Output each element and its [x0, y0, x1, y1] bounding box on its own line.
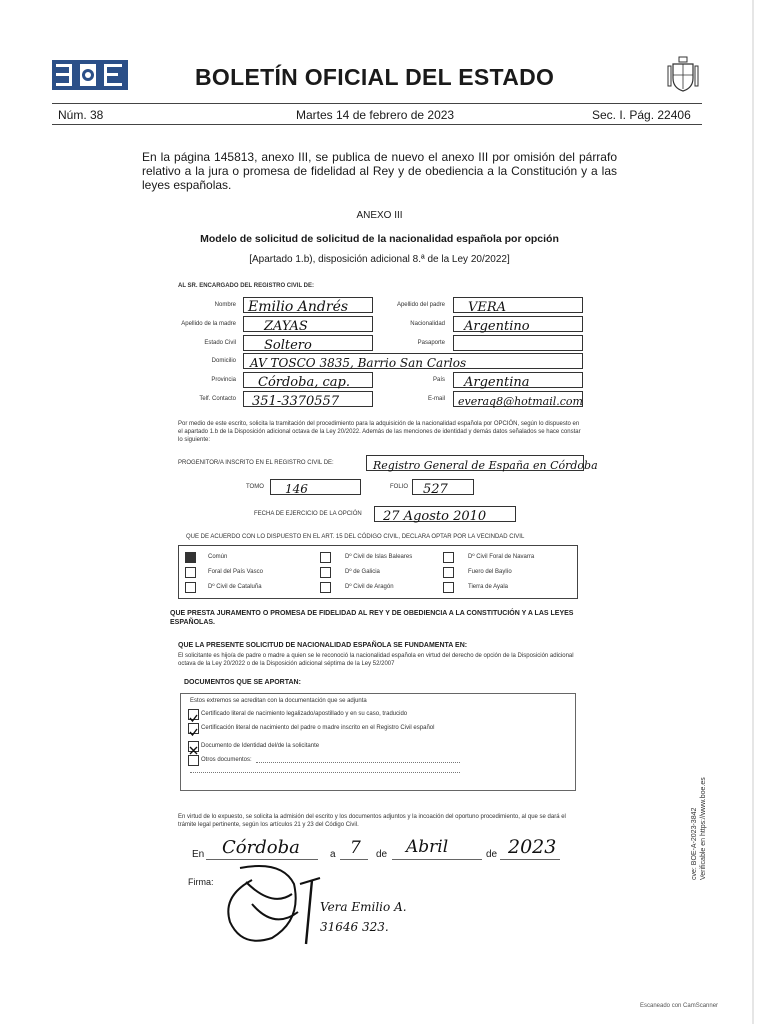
pasaporte-label: Pasaporte [417, 340, 445, 346]
coat-of-arms-icon [666, 56, 700, 94]
progenitor-label: PROGENITOR/A INSCRITO EN EL REGISTRO CIVIL DE: [178, 460, 334, 466]
vecindad-option: Fuero del Baylío [468, 569, 512, 575]
vecindad-title: QUE DE ACUERDO CON LO DISPUESTO EN EL ART. 15 DEL CÓDIGO CIVIL, DECLARA OPTAR POR LA VECINDAD CIVIL [186, 534, 525, 540]
doc-item: Certificado literal de nacimiento legalizado/apostillado y en su caso, traducido [201, 711, 408, 717]
intro-paragraph: En la página 145813, anexo III, se publica de nuevo el anexo III por omisión del párrafo relativo a la jura o promesa de fidelidad al Rey y de obediencia a la Constitución y a las leyes españolas. [142, 150, 617, 192]
date-de-label: de [376, 849, 388, 860]
apellido-padre-label: Apellido del padre [396, 302, 445, 308]
doc-checkbox-4[interactable] [188, 755, 199, 766]
nacionalidad-label: Nacionalidad [410, 321, 445, 327]
date-day: 7 [350, 838, 361, 858]
vecindad-option: Foral del País Vasco [208, 569, 263, 575]
pais-label: País [432, 377, 445, 383]
vecindad-aragon-checkbox[interactable] [320, 582, 331, 593]
issue-number: Núm. 38 [58, 108, 104, 122]
domicilio-label: Domicilio [211, 358, 236, 364]
docs-other-line-2 [190, 772, 460, 773]
addressee-label: AL SR. ENCARGADO DEL REGISTRO CIVIL DE: [178, 283, 315, 289]
folio-field[interactable]: 527 [412, 479, 474, 495]
estado-civil-label: Estado Civil [204, 340, 236, 346]
verification-url: Verificable en https://www.boe.es [700, 777, 707, 880]
vecindad-cataluna-checkbox[interactable] [185, 582, 196, 593]
vecindad-option: Dº Civil de Islas Baleares [345, 554, 413, 560]
nacionalidad-field[interactable]: Argentino [453, 316, 583, 332]
vecindad-baleares-checkbox[interactable] [320, 552, 331, 563]
vecindad-option: Común [208, 554, 228, 560]
fecha-opcion-field[interactable]: 27 Agosto 2010 [374, 506, 516, 522]
vecindad-comun-checkbox[interactable] [185, 552, 196, 563]
day-underline [340, 859, 368, 860]
signature-text: Vera Emilio A. 31646 323. [320, 900, 407, 934]
vecindad-baylio-checkbox[interactable] [443, 567, 454, 578]
signature-mark [222, 860, 332, 950]
pasaporte-field[interactable] [453, 335, 583, 351]
scan-edge [752, 0, 754, 1024]
date-a-label: a [330, 849, 336, 860]
docs-intro: Estos extremos se acreditan con la documentación que se adjunta [190, 698, 367, 704]
scanner-footer: Escaneado con CamScanner [640, 1003, 719, 1009]
fundamento-text: El solicitante es hijo/a de padre o madre a quien se le reconoció la nacionalidad española en virtud del derecho de opción de la Disposición adicional octava de la Ley 20/2022 o de la Disposición adicional séptima de la Ley 52/2007 [178, 653, 574, 667]
cve-code: cve: BOE-A-2023-3842 [691, 807, 698, 880]
doc-checkbox-2[interactable] [188, 723, 199, 734]
annex-title: ANEXO III [356, 210, 403, 221]
domicilio-field[interactable]: AV TOSCO 3835, Barrio San Carlos [243, 353, 583, 369]
provincia-label: Provincia [211, 377, 236, 383]
page-title: BOLETÍN OFICIAL DEL ESTADO [195, 64, 555, 90]
vecindad-navarra-checkbox[interactable] [443, 552, 454, 563]
estado-civil-field[interactable]: Soltero [243, 335, 373, 351]
date-month: Abril [406, 837, 449, 857]
telefono-field[interactable]: 351-3370557 [243, 391, 373, 407]
date-year: 2023 [508, 836, 557, 858]
progenitor-field[interactable]: Registro General de España en Córdoba [366, 455, 584, 471]
nombre-field[interactable]: Emilio Andrés [243, 297, 373, 313]
doc-item: Documento de Identidad del/de la solicitante [201, 743, 320, 749]
closing-text: En virtud de lo expuesto, se solicita la admisión del escrito y los documentos adjuntos y la incoación del oportuno procedimiento, al que se dará el trámite legal pertinente, según los artículos 21 y 23 del Código Civil. [178, 814, 566, 828]
vecindad-galicia-checkbox[interactable] [320, 567, 331, 578]
apellido-padre-field[interactable]: VERA [453, 297, 583, 313]
juramento-text: QUE PRESTA JURAMENTO O PROMESA DE FIDELIDAD AL REY Y DE OBEDIENCIA A LA CONSTITUCIÓN Y A LAS LEYES ESPAÑOLAS. [170, 610, 574, 626]
header-rule-bottom [52, 124, 702, 125]
email-field[interactable]: everaq8@hotmail.com [453, 391, 583, 407]
docs-other-line [256, 762, 460, 763]
vecindad-option: Tierra de Ayala [468, 584, 509, 590]
annex-subtitle: Modelo de solicitud de solicitud de la nacionalidad española por opción [200, 233, 559, 245]
apellido-madre-field[interactable]: ZAYAS [243, 316, 373, 332]
place-value: Córdoba [222, 837, 300, 858]
place-en-label: En [192, 849, 205, 860]
apellido-madre-label: Apellido de la madre [181, 321, 236, 327]
vecindad-option: Dº Civil de Aragón [345, 584, 394, 590]
firma-label: Firma: [188, 877, 214, 887]
cve-side-note [690, 777, 708, 880]
pais-field[interactable]: Argentina [453, 372, 583, 388]
fundamento-title: QUE LA PRESENTE SOLICITUD DE NACIONALIDAD ESPAÑOLA SE FUNDAMENTA EN: [178, 642, 468, 649]
boe-logo [52, 60, 128, 90]
annex-reference: [Apartado 1.b), disposición adicional 8.ª de la Ley 20/2022] [249, 254, 510, 265]
vecindad-ayala-checkbox[interactable] [443, 582, 454, 593]
provincia-field[interactable]: Córdoba, cap. [243, 372, 373, 388]
tomo-field[interactable]: 146 [270, 479, 361, 495]
doc-checkbox-3[interactable] [188, 741, 199, 752]
vecindad-pais-vasco-checkbox[interactable] [185, 567, 196, 578]
doc-checkbox-1[interactable] [188, 709, 199, 720]
year-underline [500, 859, 560, 860]
doc-item: Certificación literal de nacimiento del padre o madre inscrito en el Registro Civil español [201, 725, 435, 731]
vecindad-option: Dº Civil de Cataluña [208, 584, 262, 590]
header-rule-top [52, 103, 702, 104]
section-page: Sec. I. Pág. 22406 [592, 108, 691, 122]
date-de2-label: de [486, 849, 498, 860]
issue-date: Martes 14 de febrero de 2023 [296, 108, 455, 122]
fecha-opcion-label: FECHA DE EJERCICIO DE LA OPCIÓN [254, 511, 362, 517]
nombre-label: Nombre [214, 302, 236, 308]
doc-item: Otros documentos: [201, 757, 252, 763]
telefono-label: Telf. Contacto [199, 396, 236, 402]
month-underline [392, 859, 482, 860]
vecindad-option: Dº de Galicia [345, 569, 380, 575]
request-text: Por medio de este escrito, solicita la tramitación del procedimiento para la adquisición de la nacionalidad española por OPCIÓN, según lo dispuesto en el apartado 1.b de la Disposición adicional octava de la Ley 20/2022. Además de las menciones de identidad y demás datos señalados se hace constar lo siguiente: [178, 421, 581, 443]
docs-title: DOCUMENTOS QUE SE APORTAN: [184, 679, 301, 686]
email-label: E-mail [427, 396, 445, 402]
tomo-label: TOMO [246, 484, 264, 490]
folio-label: FOLIO [390, 484, 409, 490]
vecindad-option: Dº Civil Foral de Navarra [468, 554, 535, 560]
